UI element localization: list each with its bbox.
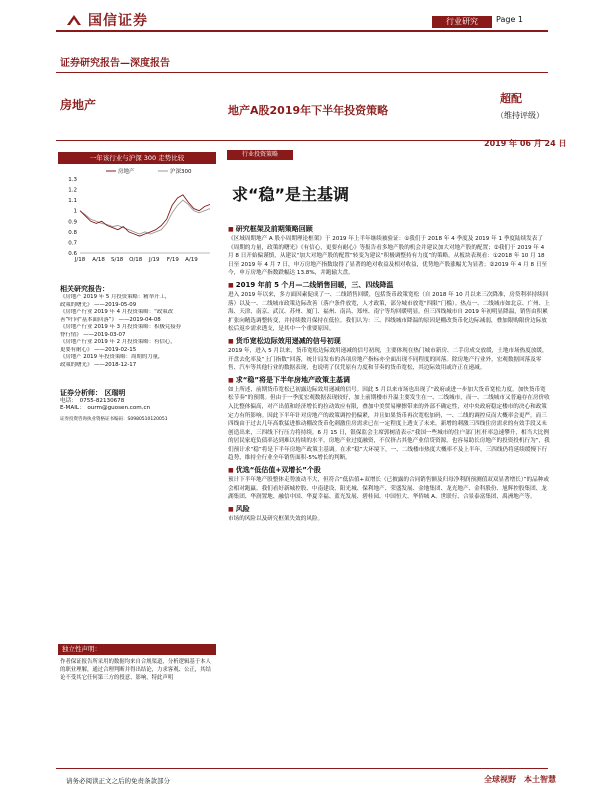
report-date: 2019 年 06 月 24 日 [484,139,567,148]
section-heading: ■ 货币宽松边际效用递减的信号初现 [228,336,550,347]
y-tick-label: 1.1 [68,198,77,205]
independence-title: 独立性声明： [58,644,216,655]
header-divider [56,72,548,73]
analyst-email[interactable]: E-MAIL： ourm@guosen.com.cn [60,405,151,412]
section-body: 市场的风险以及研究框架失效的风险。 [228,515,324,522]
section-heading: ■ 优选“低估值+双增长”个股 [228,465,550,476]
headline: 求“稳”是主基调 [232,185,350,204]
section-body: 预计下半年地产股整体走势波动不大，但符合“低估值+双增长（已披露的合同销售额及归母净利润预测值双双显著增长）”的品种或会相对跑赢。我们看好新城控股、中南建设、阳光城、保利地产、荣盛发展、金地集团、龙光地产、金科股份、旭辉控股集团、龙湖集团、华润置地、融信中国、华夏幸福、蓝光发展、碧桂园、中国恒大、华侨城 A、世联行、合景泰富集团、禹洲地产等。 [228,477,549,501]
y-tick-label: 0.8 [68,229,77,236]
page-number: Page 1 [496,15,523,24]
analyst [60,388,125,398]
section-heading: ■ 研究框架及前期策略回顾 [228,224,550,235]
section-body: 如上所述，前期货币宽松已初露边际效用递减的信号。因此 5 月以来市场也出现了“政府或进一步加大货币宽松力度，加快货币宽松节奏”的预期。但由于一季度宏观数据表现较好，加上前期楼市升温主要发生在一、二线城市，而一、二线城市又普遍存在房价收入比整体偏高，对产出值和经济增长的拉动效应有限，叠加中美贸易摩擦带来的外部不确定性，对中央政府稳定楼市的决心和政策定力有所影响。因此下半年针对房地产的政策调控仍偏紧，并且如果货币再次宽松加码，一、二线的调控反而大概率会更严。而三四线由于过去几年高歌猛进推动棚改货币化刺激住房需求已在一定程度上透支了未来，新增的刺激三四线住房需求的有效手段又未创造出来，三四线下行压力将持续。6 月 15 日，银保监会主席郭树清表示“我国一些城市的住户部门杠杆率急速攀升，相当大比例的居民家庭负债率达到难以持续的水平，房地产业过度融资，不仅挤占其他产业信贷资源，也容易助长房地产的投资投机行为”，我们预计求“稳”将是下半年房地产政策主基调。在求“稳”大环境下，一、二线楼市热度大概率不及上半年，三四线仍将延续缓慢下行趋势，维持全行业全年销售面积-5%增长的判断。 [228,386,550,462]
section-heading: ■ 2019 年前 5 个月—二线销售回暖，三、四线降温 [228,280,550,291]
y-tick-label: 0.7 [68,240,77,247]
footer-divider [56,768,548,769]
related-report-line: 政策的曙光》 ——2019-05-09 [60,301,137,308]
rating-note: （维持评级） [496,111,544,120]
analyst-name: 区瑞明 [104,389,126,397]
guosen-logo-icon [66,13,82,27]
section-body: 《区域周期地产 A 股小周期理论框架》于 2019 年上半年继续被验证：①我们于 2018 年 4 季度及 2019 年 1 季度陆续发表了《周期的力量，政策的曙光》《有信心，更要有耐心》等报告看多地产股的机会并建议加大对地产股的配置；②我们于 2019 年 4 月 8 日开始偏谨慎，从建议“加大对地产股的配置”转变为建议“积极调整持有力度”的策略。从板块表现看：①2018 年 10 月 18 日至 2019 年 4 月 7 日，申万房地产指数取得了显著的绝对收益及相对收益，优势地产股涨幅尤为显著；②2019 年 4 月 8 日至今，申万房地产指数跌幅达 13.8%，并跑输大盘。 [228,236,548,277]
title-divider [56,140,548,141]
section-heading: ■ 求“稳”将是下半年房地产政策主基调 [228,375,550,386]
related-report-line: 《房地产 2019 年 5 月投资策略：精举开工， [60,294,171,300]
analyst-contact [60,398,150,412]
legend-label: 沪深300 [170,169,192,175]
x-tick-label: F/19 [166,257,179,263]
related-report-line: 《房地产行业 2019 年 2 月投资策略：有信心， [60,339,176,345]
related-report-line: 《房地产行业 2019 年 3 月投资策略：积极兑接券 [60,324,182,330]
related-reports-title: 相关研究报告： [60,285,109,293]
strategy-tag: 行业投资策略 [227,150,293,160]
section-body: 2019 年，进入 5 月以来，货币宽松边际效用递减的信号初现，主要体现在热门城市新房、二手房成交放缓，土地市场热度放缓，开盘去化率及“上门指数”回落，统计局发布的各项房地产指标亦全面出现不同程度的回落。除房地产行业外，宏观数据回落及零售、汽车等其他行业的数据表现，也说明了仅凭原有力度和节奏的货币宽松，其边际效用或许正在递减。 [228,347,548,372]
y-tick-label: 1.2 [68,187,77,194]
report-title: 地产A股2019年下半年投资策略 [228,104,389,117]
chart-caption: 一年该行业与沪深 300 走势比较 [58,152,216,164]
rating: 超配 [500,92,522,105]
slogan: 全球视野 本土智慧 [484,775,556,784]
section-body: 进入 2019 年以来，多方面因素促成了一、二线销售回暖，包括货币政策宽松（自 2018 年 10 月以来三次降准，房贷利率持续回落）以及一、二线城市政策边际改善（落户条件放宽，人才政策，部分城市放宽“四限”门槛）。热点一、二线城市如北京、广州、上海、天津、南京、武汉、苏州、厦门、福州、南昌、郑州、南宁等均回暖明显。但三四线城市自 2019 年初明显降温，销售由积累扩张向精选调整转变，并持续数月保持在低位。我们认为：三、四线城市降温的原因是棚改货币化边际减弱，叠加限购限价边际放松后返乡需求透支，是其中一个重要原因。 [228,291,550,333]
report-body [228,222,550,524]
analyst-certificate: 证券投资咨询执业资格证书编码：S0980510120051 [60,417,168,422]
line-chart-svg [58,165,216,265]
report-type: 证券研究报告—深度报告 [60,58,170,69]
industry-vs-index-chart [58,165,216,265]
y-tick-label: 0.9 [68,219,77,226]
independence-text: 作者保证报告所采用的数据均来自合规渠道，分析逻辑基于本人的职业理解，通过合理判断并得出结论，力求客观、公正，其结论不受其它任何第三方的授意、影响，特此声明 [60,659,211,681]
report-category-badge: 行业研究 [432,16,492,28]
industry-label: 房地产 [60,98,97,112]
x-tick-label: S/18 [110,257,124,263]
related-report-line: 脊行情》 ——2019-03-07 [60,331,126,338]
y-tick-label: 1.3 [68,177,77,183]
section-heading: ■ 风险 [228,504,550,515]
related-reports-list [60,294,220,369]
related-report-line: 政策的曙光》 ——2018-12-17 [60,361,137,368]
analyst-label: 证券分析师： [60,389,102,397]
related-report-line: 更要有耐心》 ——2019-02-15 [60,346,137,353]
legend-label: 房地产 [118,169,135,175]
series-line-real-estate [80,195,210,236]
x-tick-label: J/18 [74,257,86,263]
analyst-phone: 电话： 0755-82130678 [60,398,125,404]
related-report-line: 善”叶向“基本面回落”》 ——2019-04-08 [60,316,161,323]
y-tick-label: 0.6 [68,251,77,257]
disclaimer-notice: 请务必阅读正文之后的免责条款部分 [66,777,170,785]
related-report-line: 《房地产行业 2019 年 4 月投资策略：“政策改 [60,309,174,315]
company-name: 国信证券 [88,13,148,29]
x-tick-label: O/18 [129,257,143,263]
x-tick-label: A/19 [185,257,198,263]
related-report-line: 《房地产 2019 年投资策略：周期的力量， [60,354,164,360]
y-tick-label: 1 [73,208,77,215]
top-divider [56,30,548,32]
x-tick-label: J/19 [149,257,160,263]
x-tick-label: A/18 [92,257,105,263]
company-logo [66,10,148,30]
